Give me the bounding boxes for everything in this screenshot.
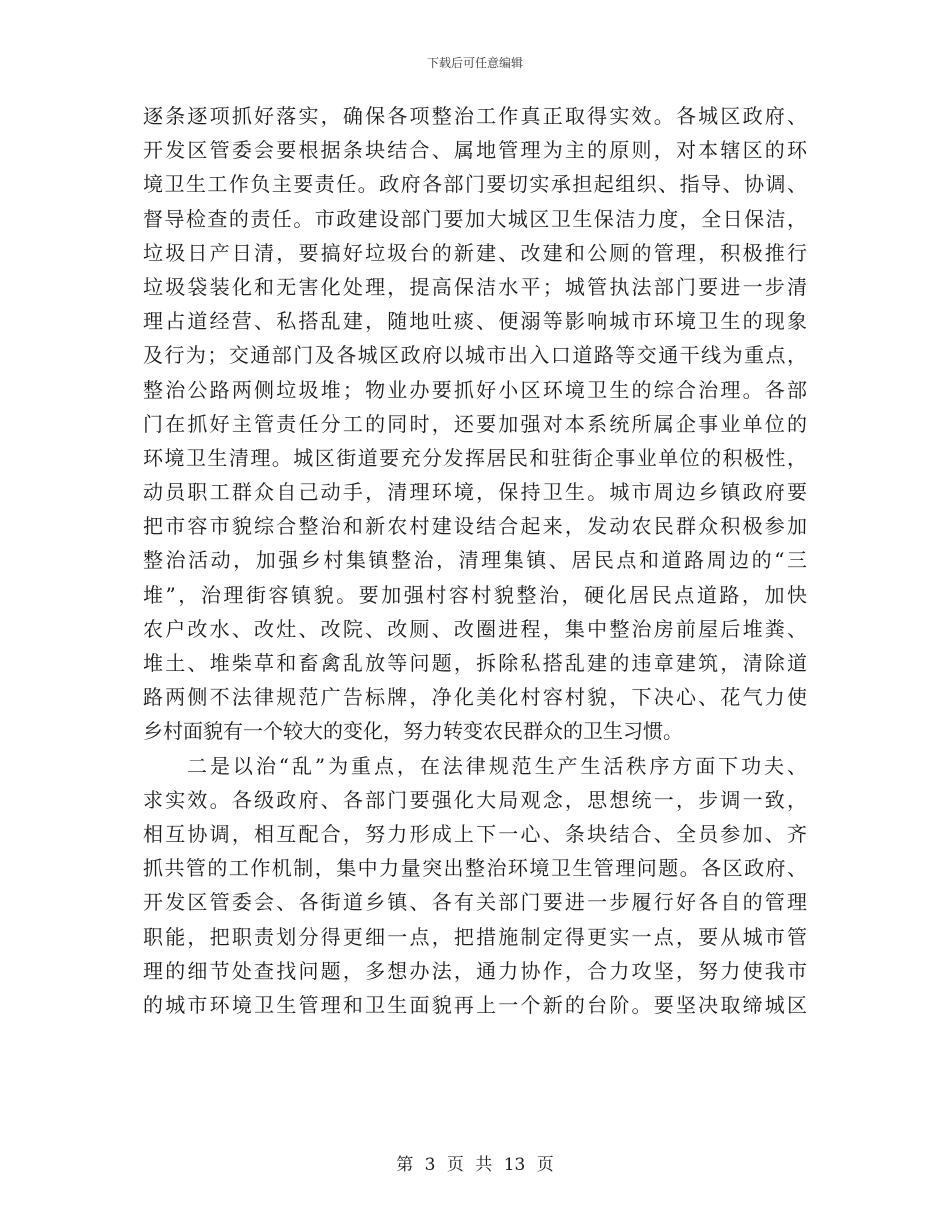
document-body bbox=[143, 99, 807, 1022]
text-line: 堆”，治理街容镇貌。要加强村容村貌整治，硬化居民点道路，加快 bbox=[143, 582, 807, 607]
text-line: 理占道经营、私搭乱建，随地吐痰、便溺等影响城市环境卫生的现象 bbox=[143, 309, 807, 334]
text-line: 门在抓好主管责任分工的同时，还要加强对本系统所属企事业单位的 bbox=[143, 411, 807, 436]
text-line: 职能，把职责划分得更细一点，把措施制定得更实一点，要从城市管 bbox=[143, 924, 807, 949]
text-line: 抓共管的工作机制，集中力量突出整治环境卫生管理问题。各区政府、 bbox=[143, 856, 807, 881]
text-line: 理的细节处查找问题，多想办法，通力协作，合力攻坚，努力使我市 bbox=[143, 958, 807, 983]
text-line: 动员职工群众自己动手，清理环境，保持卫生。城市周边乡镇政府要 bbox=[143, 480, 807, 505]
text-line: 环境卫生清理。城区街道要充分发挥居民和驻街企事业单位的积极性， bbox=[143, 445, 807, 470]
text-line: 及行为；交通部门及各城区政府以城市出入口道路等交通干线为重点， bbox=[143, 343, 807, 368]
text-line: 整治公路两侧垃圾堆；物业办要抓好小区环境卫生的综合治理。各部 bbox=[143, 377, 807, 402]
page-number-footer: 第 3 页 共 13 页 bbox=[396, 1155, 554, 1175]
text-line: 把市容市貌综合整治和新农村建设结合起来，发动农民群众积极参加 bbox=[143, 514, 807, 539]
text-line: 督导检查的责任。市政建设部门要加大城区卫生保洁力度，全日保洁， bbox=[143, 206, 807, 231]
text-line: 求实效。各级政府、各部门要强化大局观念，思想统一，步调一致， bbox=[143, 787, 807, 812]
page-header: 下载后可任意编辑 bbox=[426, 56, 523, 70]
text-line: 相互协调，相互配合，努力形成上下一心、条块结合、全员参加、齐 bbox=[143, 821, 807, 846]
text-line: 堆土、堆柴草和畜禽乱放等问题，拆除私搭乱建的违章建筑，清除道 bbox=[143, 651, 807, 675]
text-line: 境卫生工作负主要责任。政府各部门要切实承担起组织、指导、协调、 bbox=[143, 172, 807, 197]
text-line: 开发区管委会、各街道乡镇、各有关部门要进一步履行好各自的管理 bbox=[143, 890, 807, 915]
text-line: 逐条逐项抓好落实，确保各项整治工作真正取得实效。各城区政府、 bbox=[143, 104, 807, 128]
paragraph-first-line: 二是以治“乱”为重点，在法律规范生产生活秩序方面下功夫、 bbox=[187, 753, 807, 778]
text-line: 整治活动，加强乡村集镇整治，清理集镇、居民点和道路周边的“三 bbox=[143, 548, 807, 573]
text-line: 开发区管委会要根据条块结合、属地管理为主的原则，对本辖区的环 bbox=[143, 138, 807, 163]
text-line: 垃圾日产日清，要搞好垃圾台的新建、改建和公厕的管理，积极推行 bbox=[143, 240, 807, 265]
text-line: 乡村面貌有一个较大的变化，努力转变农民群众的卫生习惯。 bbox=[143, 719, 683, 744]
text-line: 农户改水、改灶、改院、改厕、改圈进程，集中整治房前屋后堆粪、 bbox=[143, 616, 807, 641]
text-line: 的城市环境卫生管理和卫生面貌再上一个新的台阶。要坚决取缔城区 bbox=[143, 992, 807, 1017]
text-line: 垃圾袋装化和无害化处理，提高保洁水平；城管执法部门要进一步清 bbox=[143, 274, 807, 299]
text-line: 路两侧不法律规范广告标牌，净化美化村容村貌，下决心、花气力使 bbox=[143, 685, 807, 710]
